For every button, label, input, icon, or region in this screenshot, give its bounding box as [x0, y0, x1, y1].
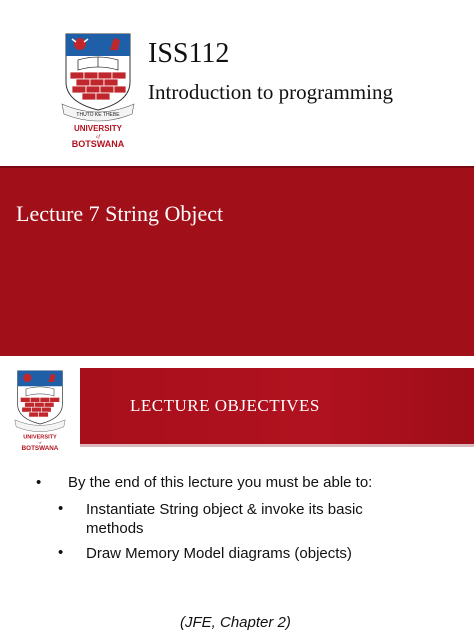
bullet-dot-icon: • — [36, 474, 42, 491]
title-band — [0, 168, 474, 356]
svg-text:UNIVERSITY: UNIVERSITY — [23, 434, 57, 441]
university-logo-crest-icon — [58, 30, 138, 150]
list-item-text: Draw Memory Model diagrams (objects) — [86, 545, 352, 562]
lecture-title: Lecture 7 String Object — [16, 201, 224, 226]
list-item-text: Instantiate String object & invoke its basic methods — [86, 501, 363, 537]
svg-text:BOTSWANA: BOTSWANA — [21, 444, 59, 452]
course-title: Introduction to programming — [148, 80, 393, 104]
objectives-band — [80, 368, 474, 444]
svg-text:BOTSWANA: BOTSWANA — [71, 139, 125, 149]
intro-bullet-text: By the end of this lecture you must be able to: — [68, 474, 373, 491]
course-code: ISS112 — [148, 38, 230, 69]
objectives-slide — [0, 356, 474, 632]
objectives-heading: LECTURE OBJECTIVES — [130, 396, 320, 415]
bullet-dot-icon: • — [58, 544, 64, 561]
citation: (JFE, Chapter 2) — [180, 614, 291, 631]
svg-text:of: of — [38, 440, 42, 445]
svg-text:of: of — [96, 135, 100, 140]
bullet-dot-icon: • — [58, 500, 64, 517]
university-logo-crest-icon — [12, 366, 68, 454]
svg-text:UNIVERSITY: UNIVERSITY — [73, 124, 123, 133]
band-shadow — [80, 444, 474, 447]
svg-text:THUTO KE THEBE: THUTO KE THEBE — [76, 112, 120, 118]
